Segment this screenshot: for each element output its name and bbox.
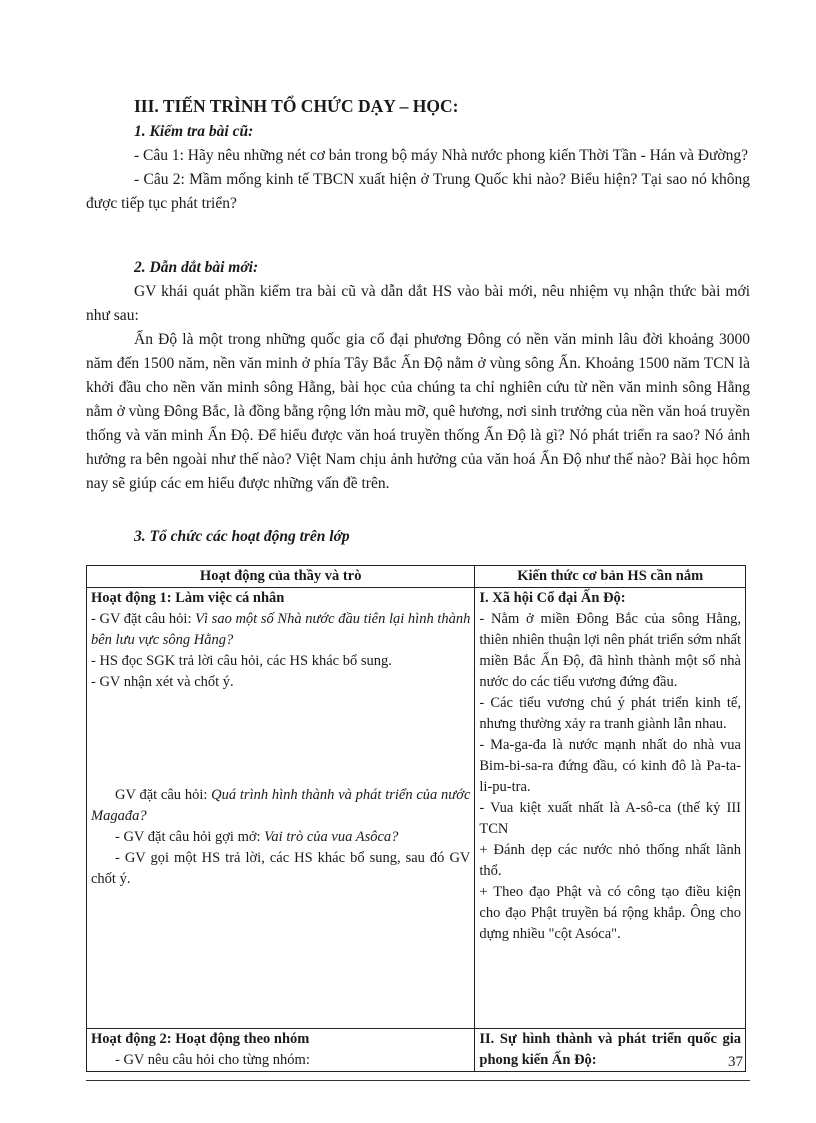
- activity-1b-line-2: [91, 827, 470, 848]
- introduction-paragraph-1: GV khái quát phần kiểm tra bài cũ và dẫn dắt HS vào bài mới, nêu nhiệm vụ nhận thức bài mới như sau:: [86, 283, 750, 324]
- activity-2-cell: [87, 1029, 475, 1072]
- activity-2-line-1: - GV nêu câu hỏi cho từng nhóm:: [115, 1052, 310, 1068]
- question-prefix: - GV đặt câu hỏi gợi mở:: [115, 829, 265, 845]
- knowledge-item-6: + Theo đạo Phật và có công tạo điều kiện cho đạo Phật truyền bá rộng khắp. Ông cho dựng nhiều "cột Asóca".: [479, 884, 741, 942]
- activity-1-question: [91, 609, 470, 651]
- knowledge-item-5: + Đánh dẹp các nước nhỏ thống nhất lãnh thổ.: [479, 842, 741, 879]
- knowledge-item-2: - Các tiểu vương chú ý phát triển kinh tế, nhưng thường xảy ra tranh giành lẫn nhau.: [479, 695, 741, 732]
- introduction-paragraph-2: Ấn Độ là một trong những quốc gia cổ đại phương Đông có nền văn minh lâu đời khoảng 3000 năm đến 1500 năm, nền văn minh ở phía Tây Bắc Ấn Độ nằm ở vùng sông Ấn. Khoảng 1500 năm TCN là khởi đầu cho nền văn minh sông Hằng, bài học của chúng ta chỉ nghiên cứu từ nền văn minh sông Hằng nằm ở vùng Đông Bắc, là đồng bằng rộng lớn màu mỡ, quê hương, nơi sinh trưởng của nền văn hoá truyền thống và văn minh Ấn Độ. Để hiểu được văn hoá truyền thống Ấn Độ là gì? Nó phát triển ra sao? Nó ảnh hưởng ra bên ngoài như thế nào? Việt Nam chịu ảnh hưởng của văn hoá Ấn Độ như thế nào? Bài học hôm nay sẽ giúp các em hiểu được những vấn đề trên.: [86, 331, 750, 492]
- knowledge-section-1-title: I. Xã hội Cổ đại Ấn Độ:: [479, 590, 626, 606]
- activities-cell: [87, 588, 475, 1029]
- lesson-table: [86, 565, 746, 1072]
- footer-divider: [86, 1080, 750, 1081]
- knowledge-item-1: - Nằm ở miền Đông Bắc của sông Hằng, thiên nhiên thuận lợi nên phát triển sớm nhất miền Bắc Ấn Độ, đã hình thành một số nhà nước do các tiểu vương đứng đầu.: [479, 611, 741, 690]
- knowledge-section-2-cell: [475, 1029, 746, 1072]
- knowledge-item-3: - Ma-ga-đa là nước mạnh nhất do nhà vua Bim-bi-sa-ra đứng đầu, có kinh đô là Pa-ta-li-pu-tra.: [479, 737, 741, 795]
- question-text: Vì sao một số Nhà nước đầu tiên lại hình thành bên lưu vực sông Hằng?: [91, 611, 471, 648]
- page-number: 37: [728, 1054, 743, 1070]
- question-prefix: - GV đặt câu hỏi:: [91, 611, 196, 627]
- question-text: Quá trình hình thành và phát triển của nước Magađa?: [91, 787, 471, 824]
- activity-1b-question: [91, 785, 470, 827]
- activity-1-line-3: - GV nhận xét và chốt ý.: [91, 674, 234, 690]
- question-text: Vai trò của vua Asôca?: [264, 829, 399, 845]
- activity-1b-line-3: - GV gọi một HS trả lời, các HS khác bổ sung, sau đó GV chốt ý.: [91, 850, 471, 887]
- activity-2-title: Hoạt động 2: Hoạt động theo nhóm: [91, 1031, 310, 1047]
- review-question-2: - Câu 2: Mầm mống kinh tế TBCN xuất hiện ở Trung Quốc khi nào? Biểu hiện? Tại sao nó không được tiếp tục phát triển?: [86, 171, 750, 212]
- table-header-row: [87, 566, 746, 588]
- header-teacher-student: Hoạt động của thầy và trò: [87, 566, 475, 588]
- review-question-1: - Câu 1: Hãy nêu những nét cơ bản trong bộ máy Nhà nước phong kiến Thời Tần - Hán và Đường?: [134, 147, 748, 164]
- spacer: [91, 890, 470, 1028]
- introduction-title: 2. Dẫn dắt bài mới:: [134, 259, 259, 276]
- knowledge-item-4: - Vua kiệt xuất nhất là A-sô-ca (thế kỷ III TCN: [479, 800, 741, 837]
- section-introduction: [86, 256, 750, 496]
- section-heading: III. TIẾN TRÌNH TỔ CHỨC DẠY – HỌC:: [134, 96, 459, 116]
- activity-1-line-2: - HS đọc SGK trả lời câu hỏi, các HS khác bổ sung.: [91, 653, 392, 669]
- activity-1-title: Hoạt động 1: Làm việc cá nhân: [91, 590, 285, 606]
- section-review: [86, 120, 750, 216]
- knowledge-cell: [475, 588, 746, 1029]
- activities-title: 3. Tổ chức các hoạt động trên lớp: [134, 528, 350, 545]
- knowledge-section-2-title: II. Sự hình thành và phát triển quốc gia phong kiến Ấn Độ:: [479, 1031, 741, 1068]
- review-title: 1. Kiểm tra bài cũ:: [134, 123, 254, 140]
- header-basic-knowledge: Kiến thức cơ bản HS cần nắm: [475, 566, 746, 588]
- spacer: [91, 693, 470, 785]
- question-prefix: GV đặt câu hỏi:: [115, 787, 212, 803]
- table-row: [87, 1029, 746, 1072]
- table-row: [87, 588, 746, 1029]
